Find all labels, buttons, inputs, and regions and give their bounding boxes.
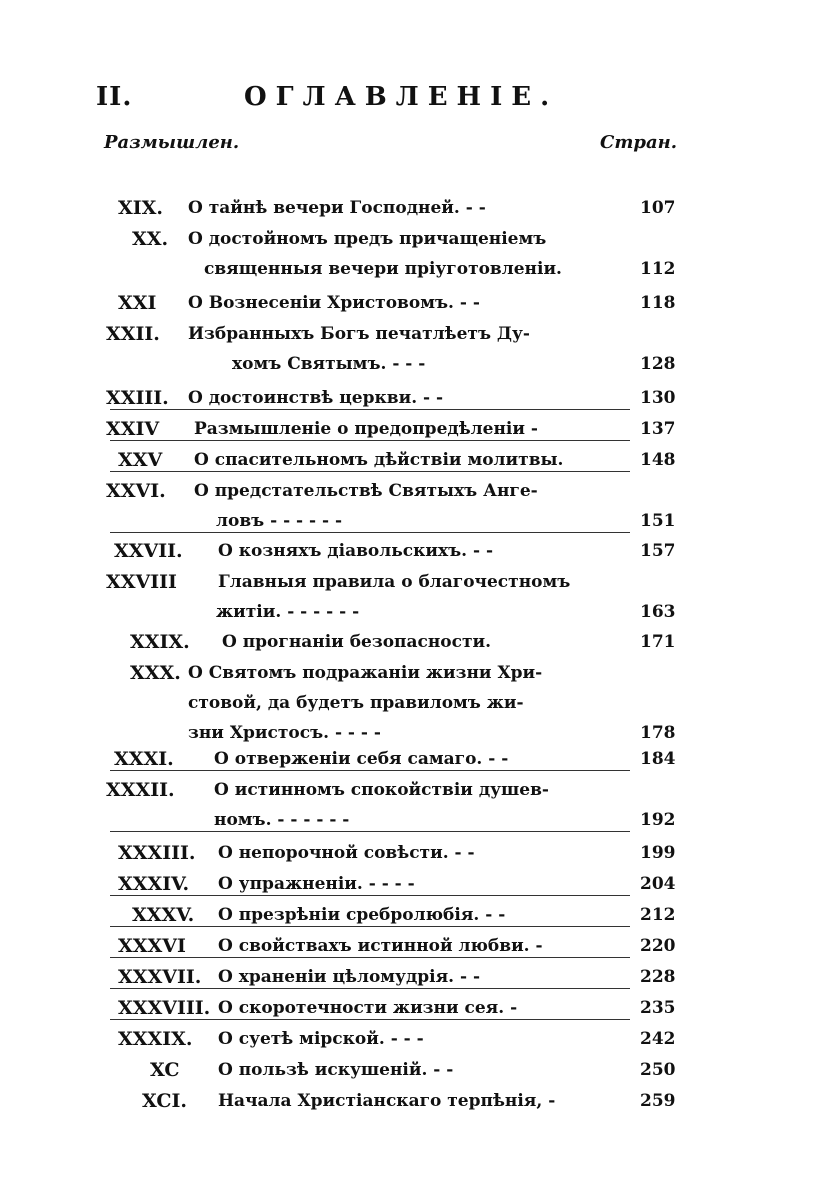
entry-numeral: XXVI. — [106, 480, 166, 502]
column-heading-pages: Стран. — [600, 132, 678, 153]
entry-page-number: 171 — [640, 632, 676, 652]
underline-rule — [110, 957, 630, 958]
entry-page-number: 107 — [640, 198, 676, 218]
entry-numeral: XC — [150, 1059, 180, 1081]
underline-rule — [110, 471, 630, 472]
underline-rule — [110, 532, 630, 533]
entry-page-number: 130 — [640, 388, 676, 408]
entry-title-line: О достойномъ предъ причащеніемъ — [188, 229, 547, 249]
underline-rule — [110, 895, 630, 896]
entry-numeral: XCI. — [142, 1090, 188, 1112]
entry-title-line: Избранныхъ Богъ печатлѣетъ Ду- — [188, 324, 530, 344]
entry-page-number: 250 — [640, 1060, 676, 1080]
entry-title-line: О козняхъ діавольскихъ. - - — [218, 541, 494, 561]
entry-page-number: 220 — [640, 936, 676, 956]
entry-title-line: номъ. - - - - - - — [214, 810, 350, 830]
entry-title-line: зни Христосъ. - - - - — [188, 723, 381, 743]
entry-numeral: XXXIII. — [118, 842, 196, 864]
entry-numeral: XXXII. — [106, 779, 175, 801]
underline-rule — [110, 409, 630, 410]
entry-numeral: XIX. — [118, 197, 163, 219]
entry-numeral: XX. — [132, 228, 169, 250]
entry-title-line: О истинномъ спокойствіи душев- — [214, 780, 549, 800]
entry-title-line: О тайнѣ вечери Господней. - - — [188, 198, 486, 218]
entry-numeral: XXXV. — [132, 904, 195, 926]
entry-page-number: 212 — [640, 905, 676, 925]
entry-numeral: XXII. — [106, 323, 160, 345]
entry-numeral: XXXI. — [114, 748, 174, 770]
entry-title-line: Главныя правила о благочестномъ — [218, 572, 571, 592]
underline-rule — [110, 988, 630, 989]
entry-title-line: Размышленіе о предопредѣленіи - — [194, 419, 538, 439]
entry-title-line: ловъ - - - - - - — [216, 511, 343, 531]
entry-page-number: 199 — [640, 843, 676, 863]
entry-title-line: священныя вечери пріуготовленіи. — [204, 259, 562, 279]
entry-numeral: XXIX. — [130, 631, 190, 653]
entry-numeral: XXVIII — [106, 571, 177, 593]
entry-page-number: 259 — [640, 1091, 676, 1111]
entry-title-line: О пользѣ искушеній. - - — [218, 1060, 454, 1080]
entry-page-number: 128 — [640, 354, 676, 374]
entry-title-line: О спасительномъ дѣйствіи молитвы. — [194, 450, 564, 470]
entry-numeral: XXXVI — [118, 935, 186, 957]
entry-title-line: О прогнаніи безопасности. — [222, 632, 492, 652]
entry-page-number: 112 — [640, 259, 676, 279]
column-heading-meditations: Размышлен. — [104, 132, 240, 153]
underline-rule — [110, 926, 630, 927]
underline-rule — [110, 1019, 630, 1020]
entry-numeral: XXV — [118, 449, 163, 471]
entry-title-line: О скоротечности жизни сея. - — [218, 998, 518, 1018]
entry-title-line: стовой, да будетъ правиломъ жи- — [188, 693, 524, 713]
underline-rule — [110, 440, 630, 441]
entry-title-line: О достоинствѣ церкви. - - — [188, 388, 444, 408]
entry-page-number: 242 — [640, 1029, 676, 1049]
underline-rule — [110, 831, 630, 832]
entry-page-number: 192 — [640, 810, 676, 830]
entry-page-number: 151 — [640, 511, 676, 531]
entry-numeral: XXXVIII. — [118, 997, 211, 1019]
entry-page-number: 157 — [640, 541, 676, 561]
entry-title-line: О презрѣніи сребролюбія. - - — [218, 905, 506, 925]
page-title: ОГЛАВЛЕНІЕ. — [244, 82, 559, 112]
entry-title-line: О упражненіи. - - - - — [218, 874, 415, 894]
entry-page-number: 137 — [640, 419, 676, 439]
entry-numeral: XXXIV. — [118, 873, 190, 895]
underline-rule — [110, 770, 630, 771]
entry-title-line: О Вознесеніи Христовомъ. - - — [188, 293, 480, 313]
entry-numeral: XXXIX. — [118, 1028, 193, 1050]
entry-page-number: 163 — [640, 602, 676, 622]
entry-page-number: 118 — [640, 293, 676, 313]
entry-title-line: О свойствахъ истинной любви. - — [218, 936, 543, 956]
entry-title-line: хомъ Святымъ. - - - — [232, 354, 426, 374]
entry-title-line: О предстательствѣ Святыхъ Анге- — [194, 481, 538, 501]
entry-page-number: 228 — [640, 967, 676, 987]
entry-title-line: Начала Христіанскаго терпѣнія, - — [218, 1091, 556, 1111]
entry-page-number: 235 — [640, 998, 676, 1018]
entry-title-line: О Святомъ подражаніи жизни Хри- — [188, 663, 543, 683]
entry-numeral: XXI — [118, 292, 157, 314]
entry-numeral: XXIII. — [106, 387, 169, 409]
entry-title-line: О непорочной совѣсти. - - — [218, 843, 475, 863]
entry-title-line: О отверженіи себя самаго. - - — [214, 749, 509, 769]
entry-title-line: житіи. - - - - - - — [216, 602, 360, 622]
entry-page-number: 204 — [640, 874, 676, 894]
entry-page-number: 184 — [640, 749, 676, 769]
entry-numeral: XXIV — [106, 418, 160, 440]
entry-title-line: О суетѣ мірской. - - - — [218, 1029, 424, 1049]
entry-numeral: XXXVII. — [118, 966, 202, 988]
entry-page-number: 178 — [640, 723, 676, 743]
entry-numeral: XXX. — [130, 662, 181, 684]
entry-numeral: XXVII. — [114, 540, 183, 562]
page-number: II. — [96, 82, 133, 112]
entry-title-line: О храненіи цѣломудрія. - - — [218, 967, 481, 987]
entry-page-number: 148 — [640, 450, 676, 470]
